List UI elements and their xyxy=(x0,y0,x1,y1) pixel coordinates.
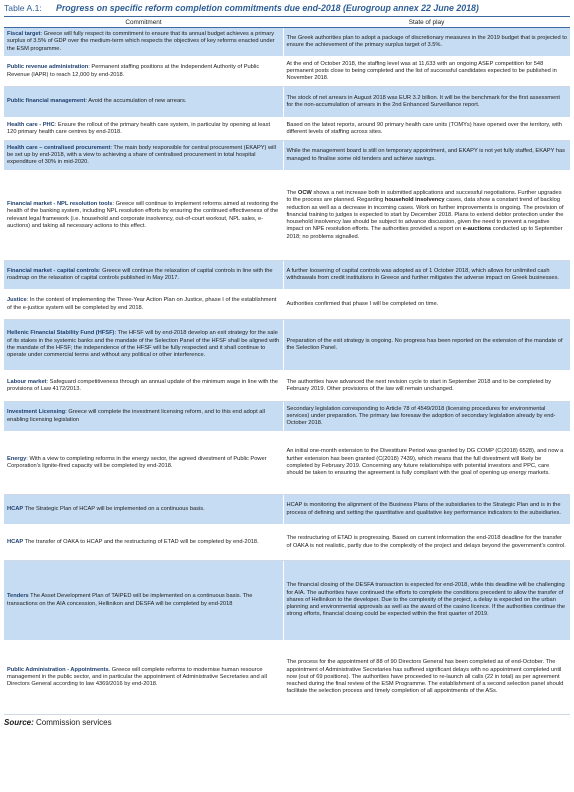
commitment-key: Public financial management xyxy=(7,98,86,105)
commitment-text: The transfer of OAKA to HCAP and the restructuring of ETAD will be completed by end-2018. xyxy=(23,538,259,545)
commitment-key: Tenders xyxy=(7,593,29,600)
commitment-cell xyxy=(4,525,283,561)
commitment-key: Investment Licensing xyxy=(7,409,66,416)
commitment-cell xyxy=(4,432,283,495)
commitment-cell xyxy=(4,261,283,290)
commitment-cell xyxy=(4,495,283,525)
state-cell: HCAP is monitoring the alignment of the Business Plans of the subsidiaries to the Strategic Plan and is in the process of defining and setting the quantitative and qualitative key performance indicators to the subsidiaries. xyxy=(283,495,570,525)
commitment-text: : Permanent staffing positions at the Independent Authority of Public Revenue (IAPR) to reach 12,000 by end-2018. xyxy=(7,64,260,78)
source-text: Commission services xyxy=(33,718,112,727)
commitment-cell xyxy=(4,641,283,715)
commitment-text: : In the context of implementing the Three-Year Action Plan on Justice, phase I of the establishment of the e-justice system will be completed by end 2018. xyxy=(7,297,277,311)
commitment-key: Public Administration - Appointments xyxy=(7,666,109,673)
commitment-cell xyxy=(4,28,283,57)
state-cell: The Greek authorities plan to adopt a package of discretionary measures in the 2019 budget that is projected to ensure the achievement of the primary surplus target of 3.5%. xyxy=(283,28,570,57)
source-note xyxy=(4,718,570,727)
commitment-text: : Greece will continue the relaxation of capital controls in line with the roadmap on the relaxation of capital controls published in May 2017. xyxy=(7,267,273,281)
commitment-text: : Greece will fully respect its commitment to ensure that its annual budget achieves a primary surplus of 3.5% of GDP over the medium-term which respects the objectives of key reforms enacted under the ESM programme. xyxy=(7,31,275,52)
commitment-cell xyxy=(4,561,283,641)
commitment-cell xyxy=(4,320,283,371)
commitment-key: Health care - PHC xyxy=(7,121,55,128)
state-cell: The OCW shows a net increase both in submitted applications and successful negotiations. Further upgrades to the process are planned. Regarding household insolvency cases, data show a constant trend of backlog reduction as well as a decrease in incoming cases. Work on further improvements is ongoing. The provision of financial training to judges is expected to start by December 2018. Plans to extend debtor protection under the household insolvency law should be subject to advance discussion, given the need to prevent a negative impact on NPE resolution efforts. The authorities provided a report on e-auctions conducted up to September 2018; no problems signalled. xyxy=(283,171,570,261)
table-title-bar xyxy=(4,3,570,17)
state-cell: While the management board is still on temporary appointment, and EKAPY is not yet fully staffed, EKAPY has managed to finalise some old tenders and achieve savings. xyxy=(283,141,570,171)
table-title: Progress on specific reform completion commitments due end-2018 (Eurogroup annex 22 June 2018) xyxy=(56,3,479,13)
table-row xyxy=(4,118,570,141)
column-header-commitment: Commitment xyxy=(4,18,283,28)
commitment-key: Energy xyxy=(7,455,27,462)
table-row xyxy=(4,171,570,261)
commitment-cell xyxy=(4,290,283,320)
table-row xyxy=(4,402,570,432)
commitment-key: Labour market xyxy=(7,378,47,385)
commitment-cell xyxy=(4,371,283,402)
table-row xyxy=(4,561,570,641)
table-row xyxy=(4,28,570,57)
commitment-text: : Avoid the accumulation of new arrears. xyxy=(85,98,187,105)
commitment-cell xyxy=(4,141,283,171)
state-cell: A further loosening of capital controls was adopted as of 1 October 2018, which allows for unlimited cash withdrawals from credit institutions in Greece and further mitigates the adverse impact on Greek businesses. xyxy=(283,261,570,290)
table-row xyxy=(4,432,570,495)
commitment-text: : Greece will continue to implement reforms aimed at restoring the health of the banking system, including NPL resolution efforts by ensuring the continued effectiveness of the relevant legal framework (i.e. household and corporate insolvency, out-of-court workout, NPL sales, e-auctions) and taking all necessary actions to this effect. xyxy=(7,200,279,229)
commitment-key: HCAP xyxy=(7,538,24,545)
state-cell: The authorities have advanced the next revision cycle to start in September 2018 and to be completed by February 2019. Other provisions of the law will remain unchanged. xyxy=(283,371,570,402)
commitment-text: The Strategic Plan of HCAP will be implemented on a continuous basis. xyxy=(23,505,205,512)
commitment-text: : The HFSF will by end-2018 develop an exit strategy for the sale of its stakes in the systemic banks and the mandate of the Selection Panel of the HFSF shall be aligned with the mandate of the HFSF; the independence of the HFSF will be fully respected and it shall continue to operate under commercial terms and without any political or other interference. xyxy=(7,330,280,359)
table-row xyxy=(4,525,570,561)
commitment-key: Justice xyxy=(7,297,27,304)
source-label: Source: xyxy=(4,718,34,727)
commitment-cell xyxy=(4,171,283,261)
commitment-cell xyxy=(4,402,283,432)
table-row xyxy=(4,641,570,715)
commitment-text: : Safeguard competitiveness through an annual update of the minimum wage in line with the provisions of Law 4172/2013. xyxy=(7,378,278,392)
commitment-key: Fiscal target xyxy=(7,31,41,38)
commitment-key: Financial market - NPL resolution tools xyxy=(7,200,113,207)
commitment-key: HCAP xyxy=(7,505,24,512)
table-row xyxy=(4,141,570,171)
commitment-cell xyxy=(4,87,283,118)
commitment-key: Public revenue administration xyxy=(7,64,89,71)
state-cell: The financial closing of the DESFA transaction is expected for end-2018, while this deadline will be challenging for AIA. The authorities have continued the efforts to complete the conditions precedent to allow the transfer of shares of Hellinikon to the developer. Due to the complexity of the project, a delay is expected on the urban planning and environmental approvals as well as the award of the casino licence. If the authorities continue the strong efforts, financial closing could be expected within the first quarter of 2019. xyxy=(283,561,570,641)
table-row xyxy=(4,320,570,371)
state-cell: The process for the appointment of 88 of 90 Directors General has been completed as of end-October. The appointment of Administrative Secretaries has suffered significant delays with no appointment completed until now (out of 69 positions). The authorities have proceeded to re-launch all calls (22 in total) as per agreement reached during the final review of the ESM Programme. The establishment of a second selection panel should facilitate the selection process and timely completion of all appointments of the ASs. xyxy=(283,641,570,715)
commitment-key: Financial market - capital controls xyxy=(7,267,99,274)
commitment-text: : The main body responsible for central procurement (EKAPY) will be set up by end-2018, with a view to achieving a share of centralised procurement in total hospital expenditure of 30% in mid-2020. xyxy=(7,144,276,166)
state-cell: Secondary legislation corresponding to Article 78 of 4549/2018 (licensing procedures for environmental services) under preparation. The primary law foresaw the adoption of secondary legislation already by end-October 2018. xyxy=(283,402,570,432)
state-cell: The restructuring of ETAD is progressing. Based on current information the end-2018 deadline for the transfer of OAKA is not realistic, partly due to the complexity of the project and delays beyond the government's control. xyxy=(283,525,570,561)
commitment-text: The Asset Development Plan of TAIPED will be implemented on a continuous basis. The transactions on the AIA concession, Hellinikon and DESFA will be completed by end-2018 xyxy=(7,593,253,607)
table-label: Table A.1: xyxy=(4,3,42,13)
column-header-state: State of play xyxy=(283,18,570,28)
commitment-key: Hellenic Financial Stability Fund (HFSF) xyxy=(7,330,115,337)
commitment-text: : Ensure the rollout of the primary health care system, in particular by opening at least 120 primary health care centres by end-2018. xyxy=(7,121,271,135)
table-row xyxy=(4,290,570,320)
commitment-key: Health care – centralised procurement xyxy=(7,144,111,151)
commitment-text: : With a view to completing reforms in the energy sector, the agreed divestment of Public Power Corporation's lignite-fired capacity will be completed by end-2018. xyxy=(7,455,267,469)
commitment-cell xyxy=(4,57,283,87)
table-row xyxy=(4,261,570,290)
table-row xyxy=(4,57,570,87)
state-cell: Preparation of the exit strategy is ongoing. No progress has been reported on the extension of the mandate of the Selection Panel. xyxy=(283,320,570,371)
state-cell: At the end of October 2018, the staffing level was at 11,633 with an ongoing ASEP competition for 548 permanent posts close to being completed and the list of successful candidates expected to be published in November 2018. xyxy=(283,57,570,87)
state-cell: Based on the latest reports, around 90 primary health care units (TOMYs) have opened over the territory, with different levels of staffing across sites. xyxy=(283,118,570,141)
commitment-text: . Greece will complete reforms to modernise human resource management in the public sector, and in particular the appointment of Administrative Secretaries and all Directors General according to law 4369/2016 by end-2018. xyxy=(7,666,267,688)
state-cell: The stock of net arrears in August 2018 was EUR 3.2 billion. It will be the benchmark for the first assessment for the non-accumulation of arrears in the 2nd Enhanced Surveillance report. xyxy=(283,87,570,118)
table-row xyxy=(4,87,570,118)
commitment-cell xyxy=(4,118,283,141)
state-cell: Authorities confirmed that phase I will be completed on time. xyxy=(283,290,570,320)
commitment-text: : Greece will complete the investment licensing reform, and to this end adopt all enabling licensing legislation xyxy=(7,409,265,423)
state-cell: An initial one-month extension to the Divestiture Period was granted by DG COMP (C(2018) 6528), and now a further extension has been granted (C(2018) 7439), which means that the full divestment will likely be completed by February 2019. Concerning any future relationships with potential investors and PPC, care should be taken to ensuring the agreement is fully compliant with the goal of opening up energy markets. xyxy=(283,432,570,495)
commitments-table xyxy=(4,18,570,715)
table-row xyxy=(4,495,570,525)
table-header-row xyxy=(4,18,570,28)
table-row xyxy=(4,371,570,402)
